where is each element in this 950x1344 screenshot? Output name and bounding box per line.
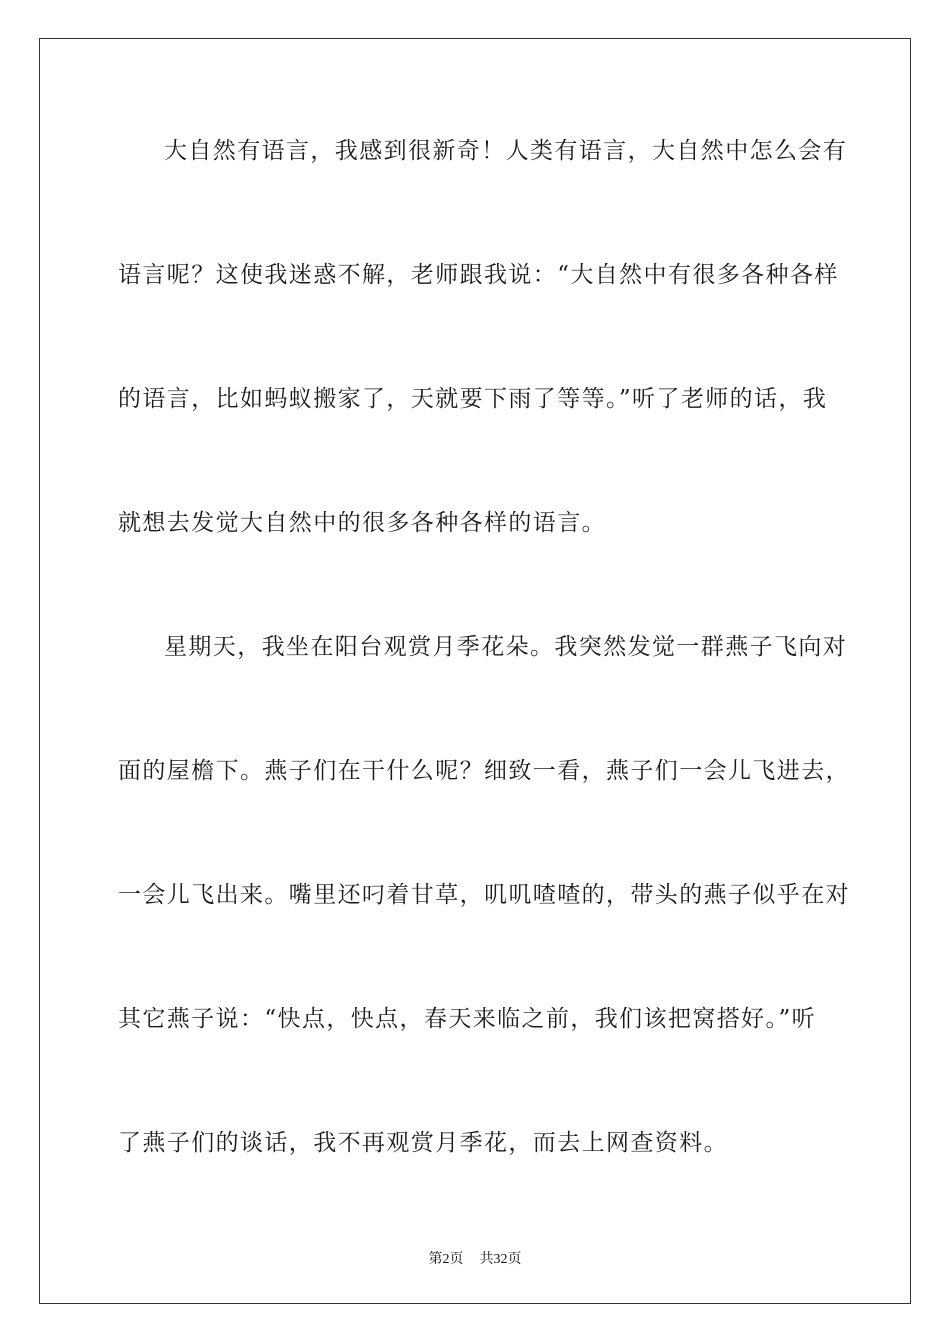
paragraph-2-line-1: 星期天，我坐在阳台观赏月季花朵。我突然发觉一群燕子飞向对 — [164, 634, 848, 660]
paragraph-2-line-2: 面的屋檐下。燕子们在干什么呢？细致一看，燕子们一会儿飞进去， — [118, 758, 850, 784]
paragraph-1-line-1: 大自然有语言，我感到很新奇！人类有语言，大自然中怎么会有 — [164, 138, 848, 164]
page-footer — [0, 1248, 950, 1268]
paragraph-2-line-4: 其它燕子说：“快点，快点，春天来临之前，我们该把窝搭好。”听 — [118, 1006, 817, 1032]
page-border — [39, 38, 911, 1304]
page-total: 共32页 — [479, 1252, 522, 1267]
paragraph-2-line-3: 一会儿飞出来。嘴里还叼着甘草，叽叽喳喳的，带头的燕子似乎在对 — [118, 882, 850, 908]
paragraph-1-line-4: 就想去发觉大自然中的很多各种各样的语言。 — [118, 510, 606, 536]
paragraph-1-line-3: 的语言，比如蚂蚁搬家了，天就要下雨了等等。”听了老师的话，我 — [118, 386, 828, 412]
page-number: 第2页 — [428, 1252, 464, 1267]
paragraph-2-line-5: 了燕子们的谈话，我不再观赏月季花，而去上网查资料。 — [118, 1130, 728, 1156]
paragraph-1-line-2: 语言呢？这使我迷惑不解，老师跟我说：“大自然中有很多各种各样 — [118, 262, 839, 288]
